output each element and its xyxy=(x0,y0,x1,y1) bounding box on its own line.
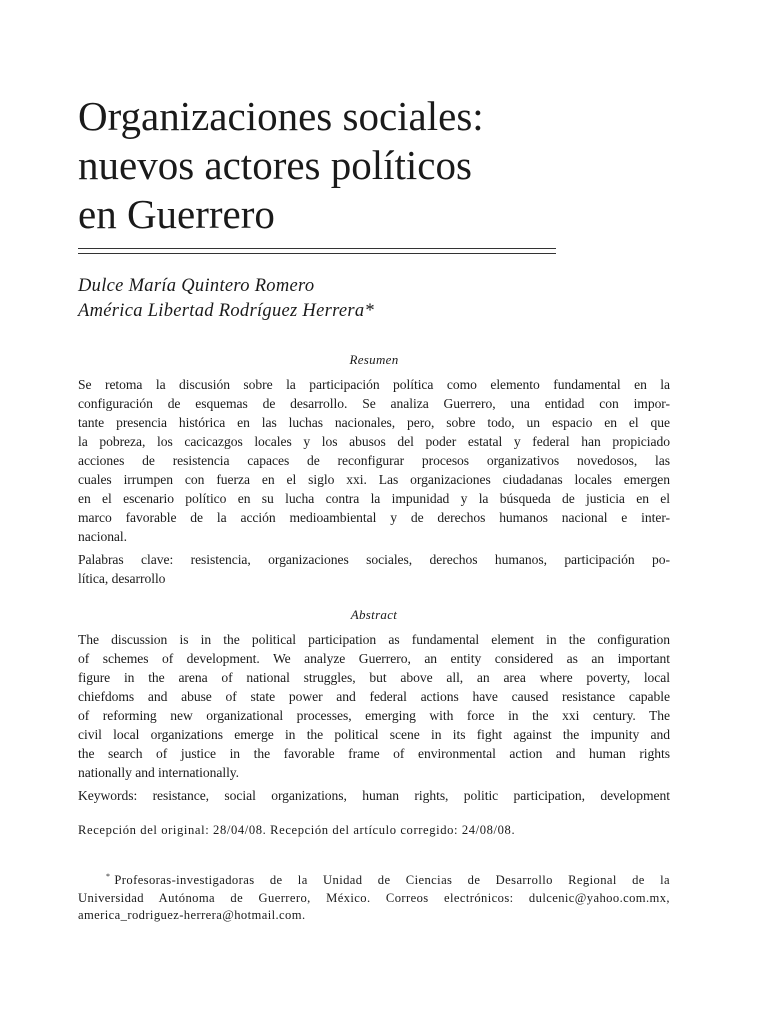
resumen-body xyxy=(78,375,670,546)
text-line: of schemes of development. We analyze Guerrero, an entity considered as an important xyxy=(78,651,670,666)
abstract-heading: Abstract xyxy=(350,607,398,622)
text-line: chiefdoms and abuse of state power and federal actions have caused resistance capable xyxy=(78,689,670,704)
keywords xyxy=(78,786,670,805)
text-line: the search of justice in the favorable frame of environmental action and human rights xyxy=(78,746,670,761)
text-line: figure in the arena of national struggles, but above all, an area where poverty, local xyxy=(78,670,670,685)
text-line: marco favorable de la acción medioambiental y de derechos humanos nacional e inter- xyxy=(78,510,670,525)
text-line: Keywords: resistance, social organizations, human rights, politic participation, development xyxy=(78,788,670,803)
author-footnote xyxy=(78,868,670,925)
title-rule-bottom xyxy=(78,253,556,254)
text-line: Palabras clave: resistencia, organizaciones sociales, derechos humanos, participación po- xyxy=(78,552,670,567)
text-line: nacional. xyxy=(78,529,127,544)
text-line: en el escenario político en su lucha contra la impunidad y la búsqueda de justicia en el xyxy=(78,491,670,506)
title-line: en Guerrero xyxy=(78,191,275,237)
text-line: tante presencia histórica en las luchas nacionales, pero, sobre todo, un espacio en el que xyxy=(78,415,670,430)
footnote-line: Universidad Autónoma de Guerrero, México. Correos electrónicos: dulcenic@yahoo.com.mx, xyxy=(78,890,670,905)
text-line: nationally and internationally. xyxy=(78,765,240,780)
footnote-text: Profesoras-investigadoras de la Unidad de Ciencias de Desarrollo Regional de la xyxy=(114,873,670,888)
resumen-heading: Resumen xyxy=(349,352,399,367)
author-list xyxy=(78,274,638,324)
text-line: cuales irrumpen con fuerza en el siglo xxi. Las organizaciones ciudadanas locales emergen xyxy=(78,472,670,487)
title-line: nuevos actores políticos xyxy=(78,142,472,188)
text-line: The discussion is in the political participation as fundamental element in the configuration xyxy=(78,632,670,647)
title-rule-top xyxy=(78,248,556,249)
text-line: acciones de resistencia capaces de reconfigurar procesos organizativos novedosos, las xyxy=(78,453,670,468)
author-name: Dulce María Quintero Romero xyxy=(78,276,315,296)
text-line: configuración de esquemas de desarrollo. Se analiza Guerrero, una entidad con impor- xyxy=(78,396,670,411)
article-title xyxy=(78,92,638,239)
text-line: civil local organizations emerge in the political scene in its fight against the impunity and xyxy=(78,727,670,742)
footnote-line xyxy=(78,868,670,890)
footnote-mark: * xyxy=(106,872,111,881)
footnote-line: america_rodriguez-herrera@hotmail.com. xyxy=(78,908,306,923)
text-line: Se retoma la discusión sobre la participación política como elemento fundamental en la xyxy=(78,377,670,392)
author-name: América Libertad Rodríguez Herrera* xyxy=(78,301,375,321)
text-line: lítica, desarrollo xyxy=(78,571,166,586)
abstract-body xyxy=(78,630,670,782)
palabras-clave xyxy=(78,550,670,588)
text-line: of reforming new organizational processes, emerging with force in the xxi century. The xyxy=(78,708,670,723)
text-line: la pobreza, los cacicazgos locales y los abusos del poder estatal y federal han propiciado xyxy=(78,434,670,449)
title-line: Organizaciones sociales: xyxy=(78,93,484,139)
reception-dates: Recepción del original: 28/04/08. Recepción del artículo corregido: 24/08/08. xyxy=(78,823,516,837)
